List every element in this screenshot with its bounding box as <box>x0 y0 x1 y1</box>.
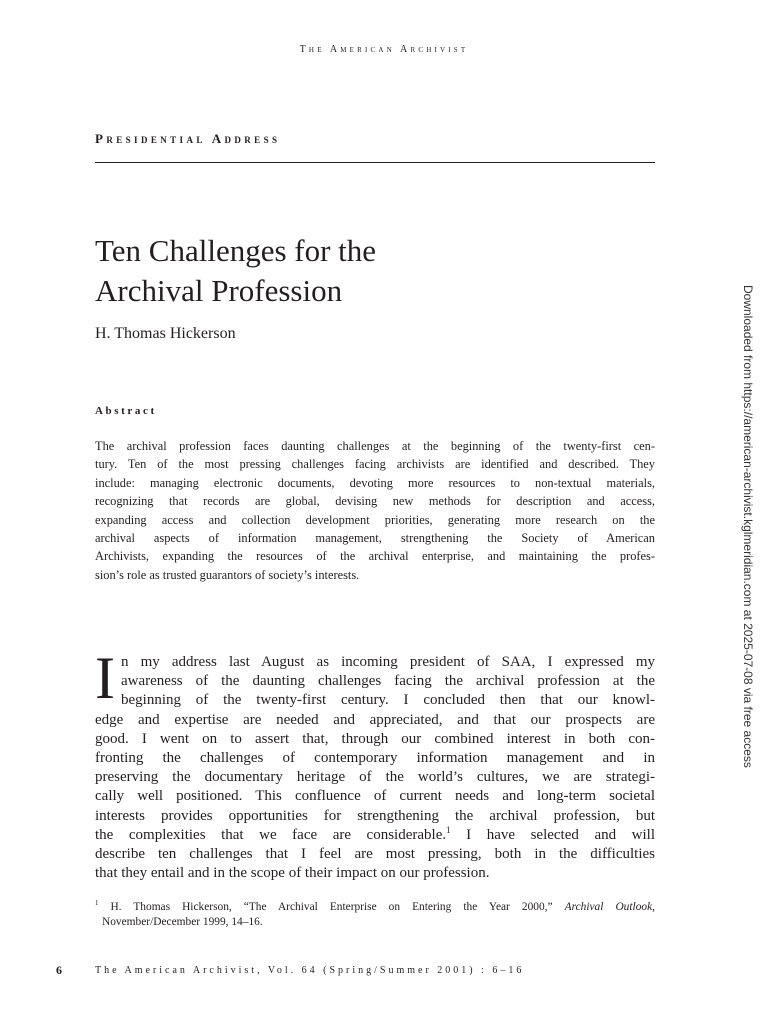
running-head: The American Archivist <box>299 44 469 55</box>
body-line <box>95 826 655 845</box>
footnote-line: November/December 1999, 14–16. <box>102 916 263 928</box>
footnote-journal: Archival Outlook, <box>564 901 655 913</box>
drop-cap: I <box>95 645 115 711</box>
abstract-line: recognizing that records are global, devising new methods for description and access, <box>95 494 655 509</box>
body-line: beginning of the twenty-first century. I concluded then that our knowl- <box>121 692 655 709</box>
footnote-text: H. Thomas Hickerson, “The Archival Enterprise on Entering the Year 2000,” <box>98 901 565 913</box>
abstract-text <box>95 437 655 584</box>
abstract-heading: Abstract <box>95 405 157 417</box>
body-line-text: the complexities that we face are considerable. <box>95 826 447 843</box>
body-line: that they entail and in the scope of their impact on our profession. <box>95 865 490 882</box>
abstract-line: tury. Ten of the most pressing challenges facing archivists are identified and described. They <box>95 457 655 472</box>
footnote-marker: 1 <box>95 900 99 908</box>
section-label: Presidential Address <box>95 131 281 146</box>
body-line: interests provides opportunities for strengthening the archival profession, but <box>95 807 655 824</box>
body-text <box>95 653 655 883</box>
author-name: H. Thomas Hickerson <box>95 325 236 342</box>
article-title <box>95 231 655 311</box>
body-line: n my address last August as incoming president of SAA, I expressed my <box>121 654 655 670</box>
abstract-line: Archivists, expanding the resources of the archival enterprise, and maintaining the profes- <box>95 549 655 564</box>
section-divider <box>95 162 655 163</box>
journal-footer: The American Archivist, Vol. 64 (Spring/Summer 2001) : 6–16 <box>95 965 525 976</box>
body-line: good. I went on to assert that, through our combined interest in both con- <box>95 730 655 747</box>
body-line: describe ten challenges that I feel are most pressing, both in the difficulties <box>95 846 655 863</box>
abstract-line: sion’s role as trusted guarantors of society’s interests. <box>95 567 360 582</box>
page-number: 6 <box>56 963 62 977</box>
body-line: fronting the challenges of contemporary information management and in <box>95 750 655 767</box>
abstract-line: expanding access and collection development priorities, generating more research on the <box>95 512 655 527</box>
body-line: preserving the documentary heritage of the world’s cultures, we are strategi- <box>95 769 655 786</box>
body-line: cally well positioned. This confluence of current needs and long-term societal <box>95 788 655 805</box>
footnote-line <box>95 900 655 915</box>
abstract-line: archival aspects of information management, strengthening the Society of American <box>95 531 655 546</box>
body-line: awareness of the daunting challenges facing the archival profession at the <box>121 673 655 690</box>
body-line-tail: I have selected and will <box>450 826 655 843</box>
footnote-reference[interactable]: 1 <box>446 824 451 835</box>
abstract-line: The archival profession faces daunting challenges at the beginning of the twenty-first cen- <box>95 439 655 453</box>
body-line: edge and expertise are needed and appreciated, and that our prospects are <box>95 711 655 728</box>
title-line: Ten Challenges for the <box>95 233 377 268</box>
abstract-line: include: managing electronic documents, devoting more resources to non-textual materials, <box>95 475 655 490</box>
download-notice[interactable]: Downloaded from https://american-archivist.kglmeridian.com at 2025-07-08 via free access <box>741 285 755 768</box>
title-line: Archival Profession <box>95 273 343 308</box>
footnote <box>95 900 655 930</box>
